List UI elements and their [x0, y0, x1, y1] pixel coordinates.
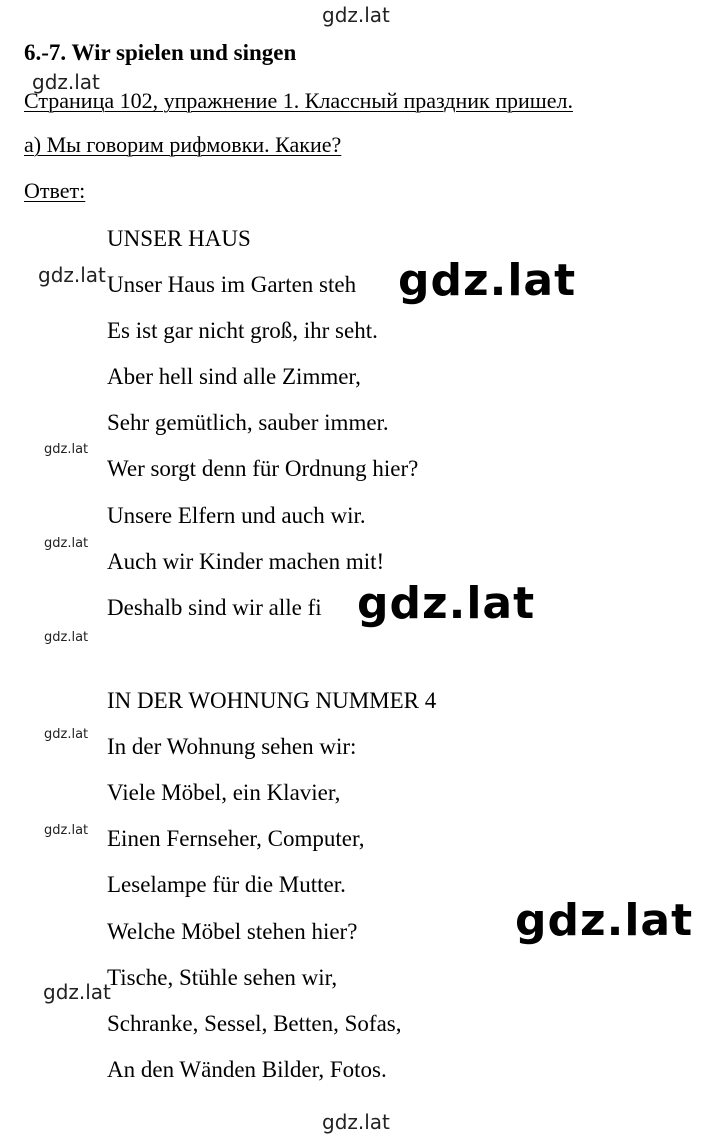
watermark: gdz.lat: [44, 823, 89, 838]
answer-label: Ответ:: [24, 178, 86, 203]
question-line: а) Мы говорим рифмовки. Какие?: [24, 132, 342, 157]
watermark: gdz.lat: [398, 255, 577, 306]
poem2-line: Schranke, Sessel, Betten, Sofas,: [107, 1011, 402, 1036]
poem1-line: Wer sorgt denn für Ordnung hier?: [107, 456, 419, 481]
poem1-line: Unser Haus im Garten steh: [107, 272, 357, 297]
task-line: Страница 102, упражнение 1. Классный праздник пришел.: [24, 88, 573, 113]
poem2-line: Einen Fernseher, Computer,: [107, 826, 365, 851]
poem2-line: Tische, Stühle sehen wir,: [107, 965, 338, 990]
page-heading: 6.-7. Wir spielen und singen: [24, 40, 297, 65]
poem1-line: Es ist gar nicht groß, ihr seht.: [107, 318, 378, 343]
watermark: gdz.lat: [44, 727, 89, 742]
watermark: gdz.lat: [515, 895, 694, 946]
poem1-title: UNSER HAUS: [107, 226, 251, 251]
watermark: gdz.lat: [44, 630, 89, 645]
poem2-title: IN DER WOHNUNG NUMMER 4: [107, 688, 437, 713]
poem2-line: Welche Möbel stehen hier?: [107, 919, 358, 944]
watermark: gdz.lat: [322, 1110, 390, 1134]
watermark: gdz.lat: [43, 980, 111, 1004]
watermark: gdz.lat: [32, 70, 100, 94]
poem2-line: An den Wänden Bilder, Fotos.: [107, 1057, 387, 1082]
watermark: gdz.lat: [44, 442, 89, 457]
watermark: gdz.lat: [44, 536, 89, 551]
poem2-line: Leselampe für die Mutter.: [107, 872, 346, 897]
watermark: gdz.lat: [357, 578, 536, 629]
poem1-line: Unsere Elfern und auch wir.: [107, 503, 366, 528]
poem1-line: Sehr gemütlich, sauber immer.: [107, 410, 389, 435]
poem1-line: Aber hell sind alle Zimmer,: [107, 364, 361, 389]
watermark: gdz.lat: [38, 263, 106, 287]
poem1-line: Auch wir Kinder machen mit!: [107, 549, 385, 574]
poem2-line: Viele Möbel, ein Klavier,: [107, 780, 341, 805]
poem2-line: In der Wohnung sehen wir:: [107, 734, 357, 759]
watermark: gdz.lat: [322, 3, 390, 27]
poem1-line: Deshalb sind wir alle fi: [107, 595, 322, 620]
